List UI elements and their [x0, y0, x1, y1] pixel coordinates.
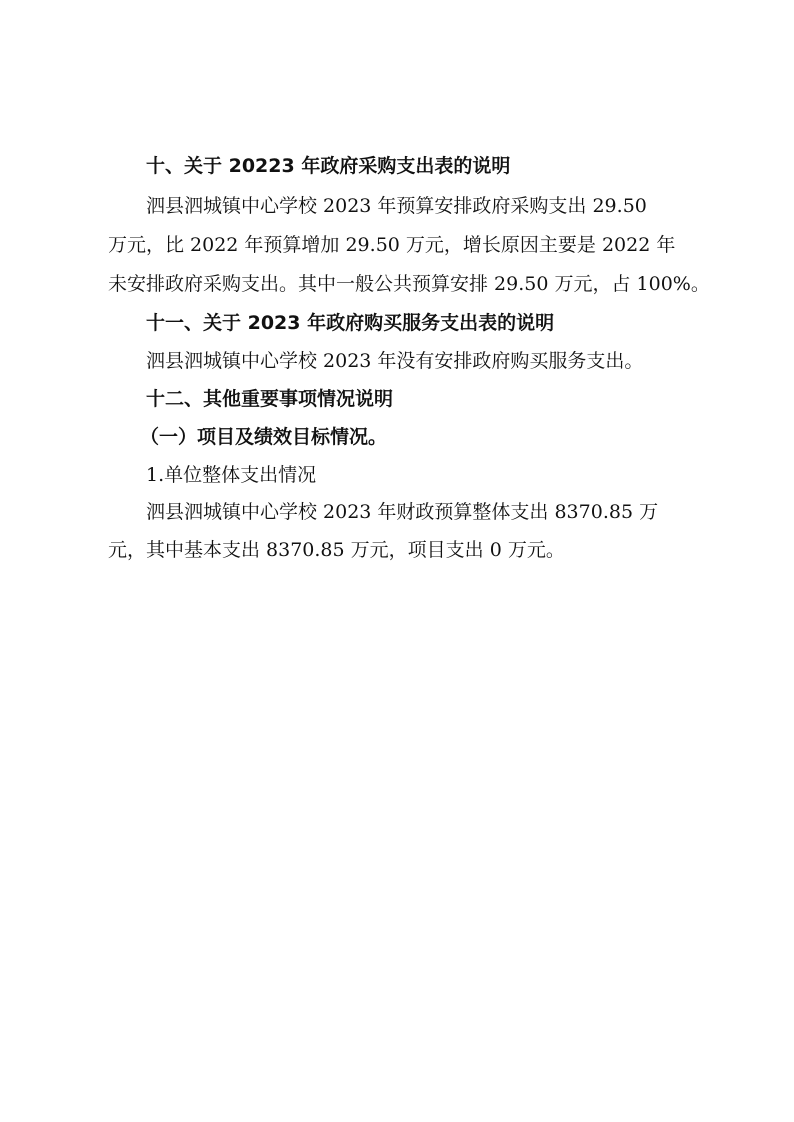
section-twelve-subheading: （一）项目及绩效目标情况。 [140, 426, 388, 448]
section-twelve-paragraph-line-2: 元，其中基本支出 8370.85 万元，项目支出 0 万元。 [108, 539, 565, 561]
section-ten-paragraph-line-3: 未安排政府采购支出。其中一般公共预算安排 29.50 万元，占 100%。 [108, 273, 710, 295]
section-eleven-paragraph-line-1: 泗县泗城镇中心学校 2023 年没有安排政府购买服务支出。 [146, 350, 644, 372]
section-ten-paragraph-line-1: 泗县泗城镇中心学校 2023 年预算安排政府采购支出 29.50 [146, 195, 647, 217]
section-ten-heading: 十、关于 20223 年政府采购支出表的说明 [146, 155, 511, 177]
section-eleven-heading: 十一、关于 2023 年政府购买服务支出表的说明 [146, 312, 555, 334]
section-twelve-item-title: 1.单位整体支出情况 [146, 464, 317, 486]
section-twelve-heading: 十二、其他重要事项情况说明 [146, 388, 394, 410]
section-twelve-paragraph-line-1: 泗县泗城镇中心学校 2023 年财政预算整体支出 8370.85 万 [146, 501, 659, 523]
section-ten-paragraph-line-2: 万元，比 2022 年预算增加 29.50 万元，增长原因主要是 2022 年 [108, 234, 676, 256]
